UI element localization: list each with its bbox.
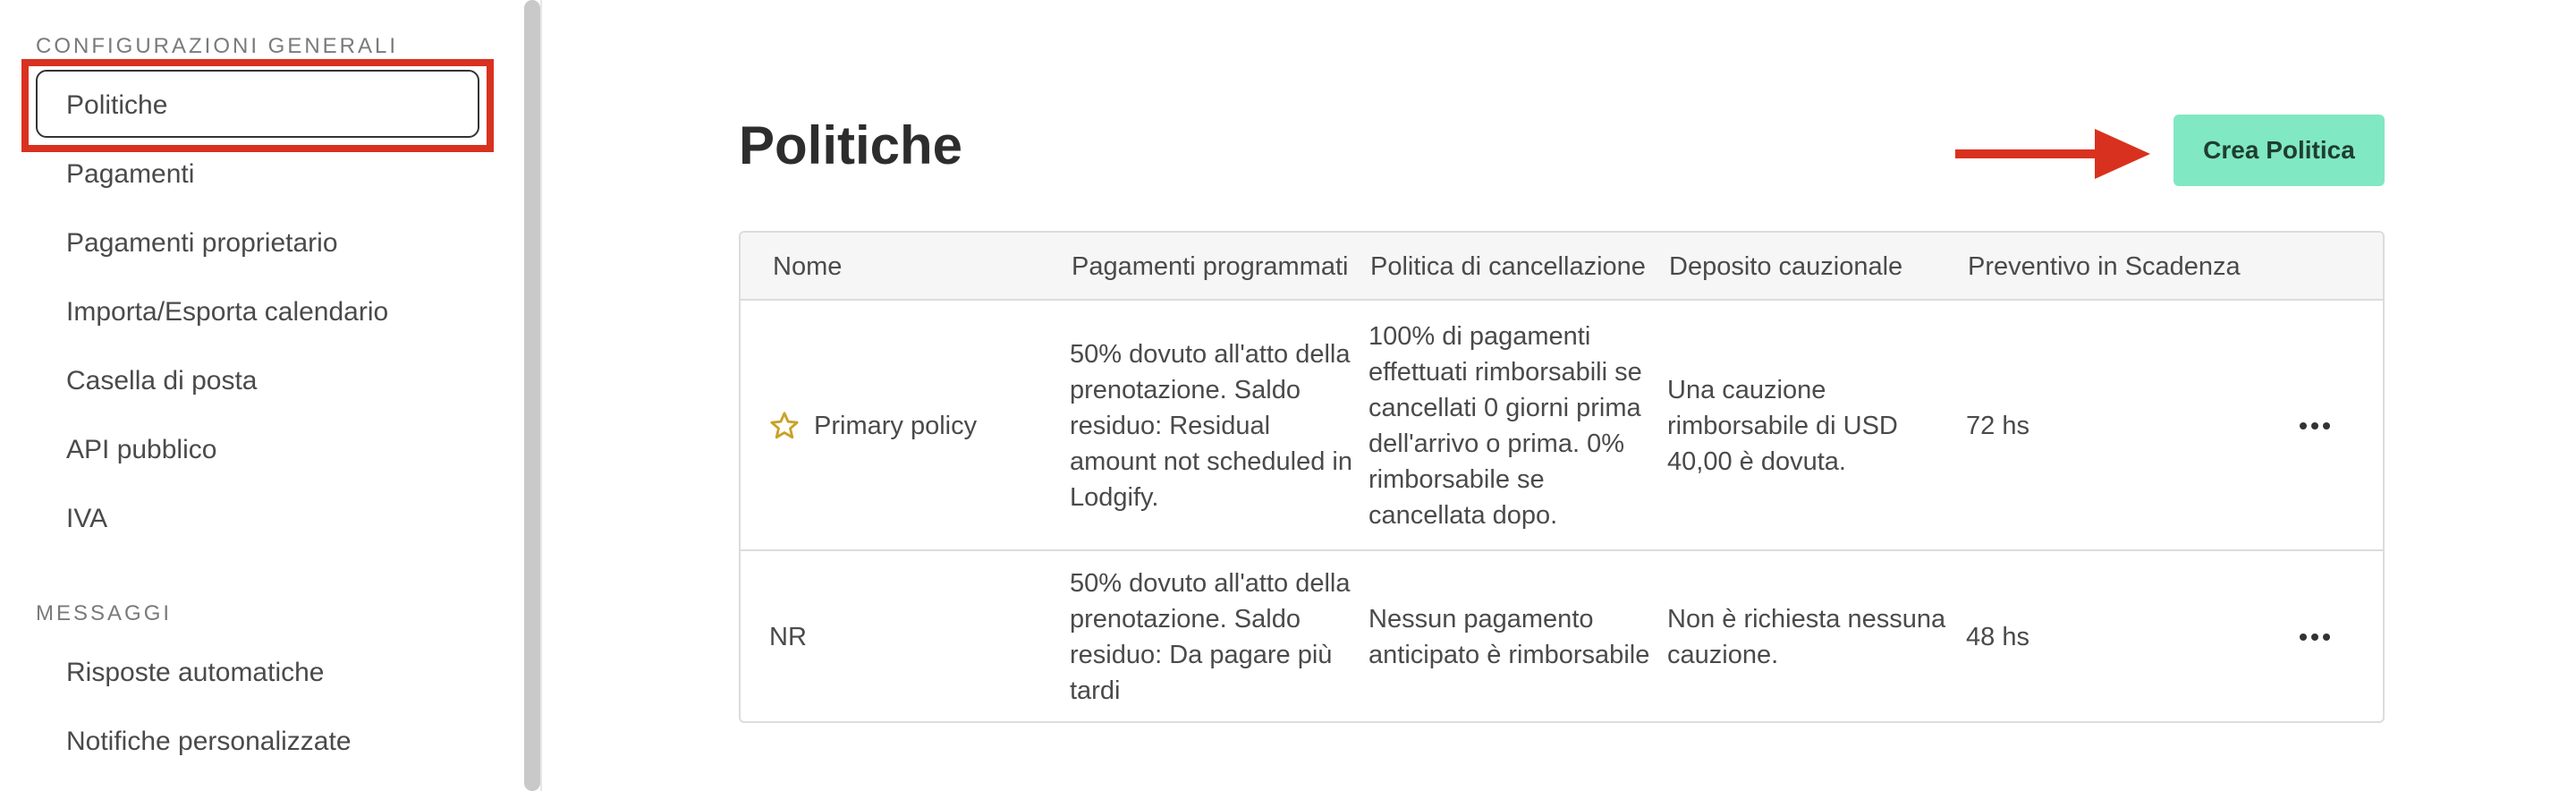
sidebar-item-casella-di-posta[interactable]: Casella di posta	[66, 366, 258, 396]
sidebar-item-iva[interactable]: IVA	[66, 504, 108, 533]
quote-expiry-cell: 48 hs	[1966, 623, 2029, 651]
sidebar-item-pagamenti[interactable]: Pagamenti	[66, 159, 195, 189]
table-header	[741, 233, 2383, 301]
cancellation-cell: 100% di pagamenti effettuati rimborsabili se cancellati 0 giorni prima dell'arrivo o prima. 0% rimborsabile se cancellata dopo.	[1368, 322, 1642, 530]
table-row[interactable]	[741, 301, 2383, 551]
sidebar-item-politiche[interactable]: Politiche	[66, 90, 168, 120]
policies-table	[739, 231, 2385, 723]
policy-name: Primary policy	[814, 412, 978, 440]
sidebar-scrollbar[interactable]	[524, 0, 540, 791]
column-header-cancellazione: Politica di cancellazione	[1370, 252, 1646, 281]
create-policy-button[interactable]: Crea Politica	[2174, 115, 2385, 186]
payments-cell: 50% dovuto all'atto della prenotazione. Saldo residuo: Residual amount not scheduled in Lodgify.	[1070, 340, 1352, 512]
section-title-messaggi: MESSAGGI	[36, 601, 173, 625]
annotation-highlight-box	[21, 59, 494, 152]
sidebar-item-risposte-automatiche[interactable]: Risposte automatiche	[66, 658, 325, 687]
cancellation-cell: Nessun pagamento anticipato è rimborsabile	[1368, 605, 1650, 669]
annotation-arrow-icon	[1955, 129, 2150, 179]
policy-name: NR	[769, 623, 807, 651]
column-header-pagamenti: Pagamenti programmati	[1072, 252, 1349, 281]
sidebar-item-notifiche-personalizzate[interactable]: Notifiche personalizzate	[66, 727, 352, 756]
more-options-icon[interactable]	[2288, 551, 2342, 723]
column-header-deposito: Deposito cauzionale	[1669, 252, 1903, 281]
table-row[interactable]	[741, 551, 2383, 723]
quote-expiry-cell: 72 hs	[1966, 412, 2029, 440]
deposit-cell: Una cauzione rimborsabile di USD 40,00 è dovuta.	[1667, 376, 1898, 476]
sidebar-item-api-pubblico[interactable]: API pubblico	[66, 435, 217, 464]
sidebar-item-pagamenti-proprietario[interactable]: Pagamenti proprietario	[66, 228, 338, 258]
deposit-cell: Non è richiesta nessuna cauzione.	[1667, 605, 1946, 669]
sidebar-divider	[540, 0, 542, 791]
more-options-icon[interactable]	[2288, 301, 2342, 551]
page-title: Politiche	[739, 115, 963, 175]
sidebar	[0, 0, 519, 791]
column-header-nome: Nome	[773, 252, 843, 281]
sidebar-item-importa-esporta-calendario[interactable]: Importa/Esporta calendario	[66, 297, 389, 327]
column-header-preventivo: Preventivo in Scadenza	[1968, 252, 2241, 281]
policy-name-cell	[769, 301, 1064, 551]
star-icon[interactable]	[769, 411, 800, 441]
payments-cell: 50% dovuto all'atto della prenotazione. Saldo residuo: Da pagare più tardi	[1070, 569, 1351, 705]
policy-name-cell	[769, 551, 1064, 723]
section-title-general: CONFIGURAZIONI GENERALI	[36, 34, 399, 58]
